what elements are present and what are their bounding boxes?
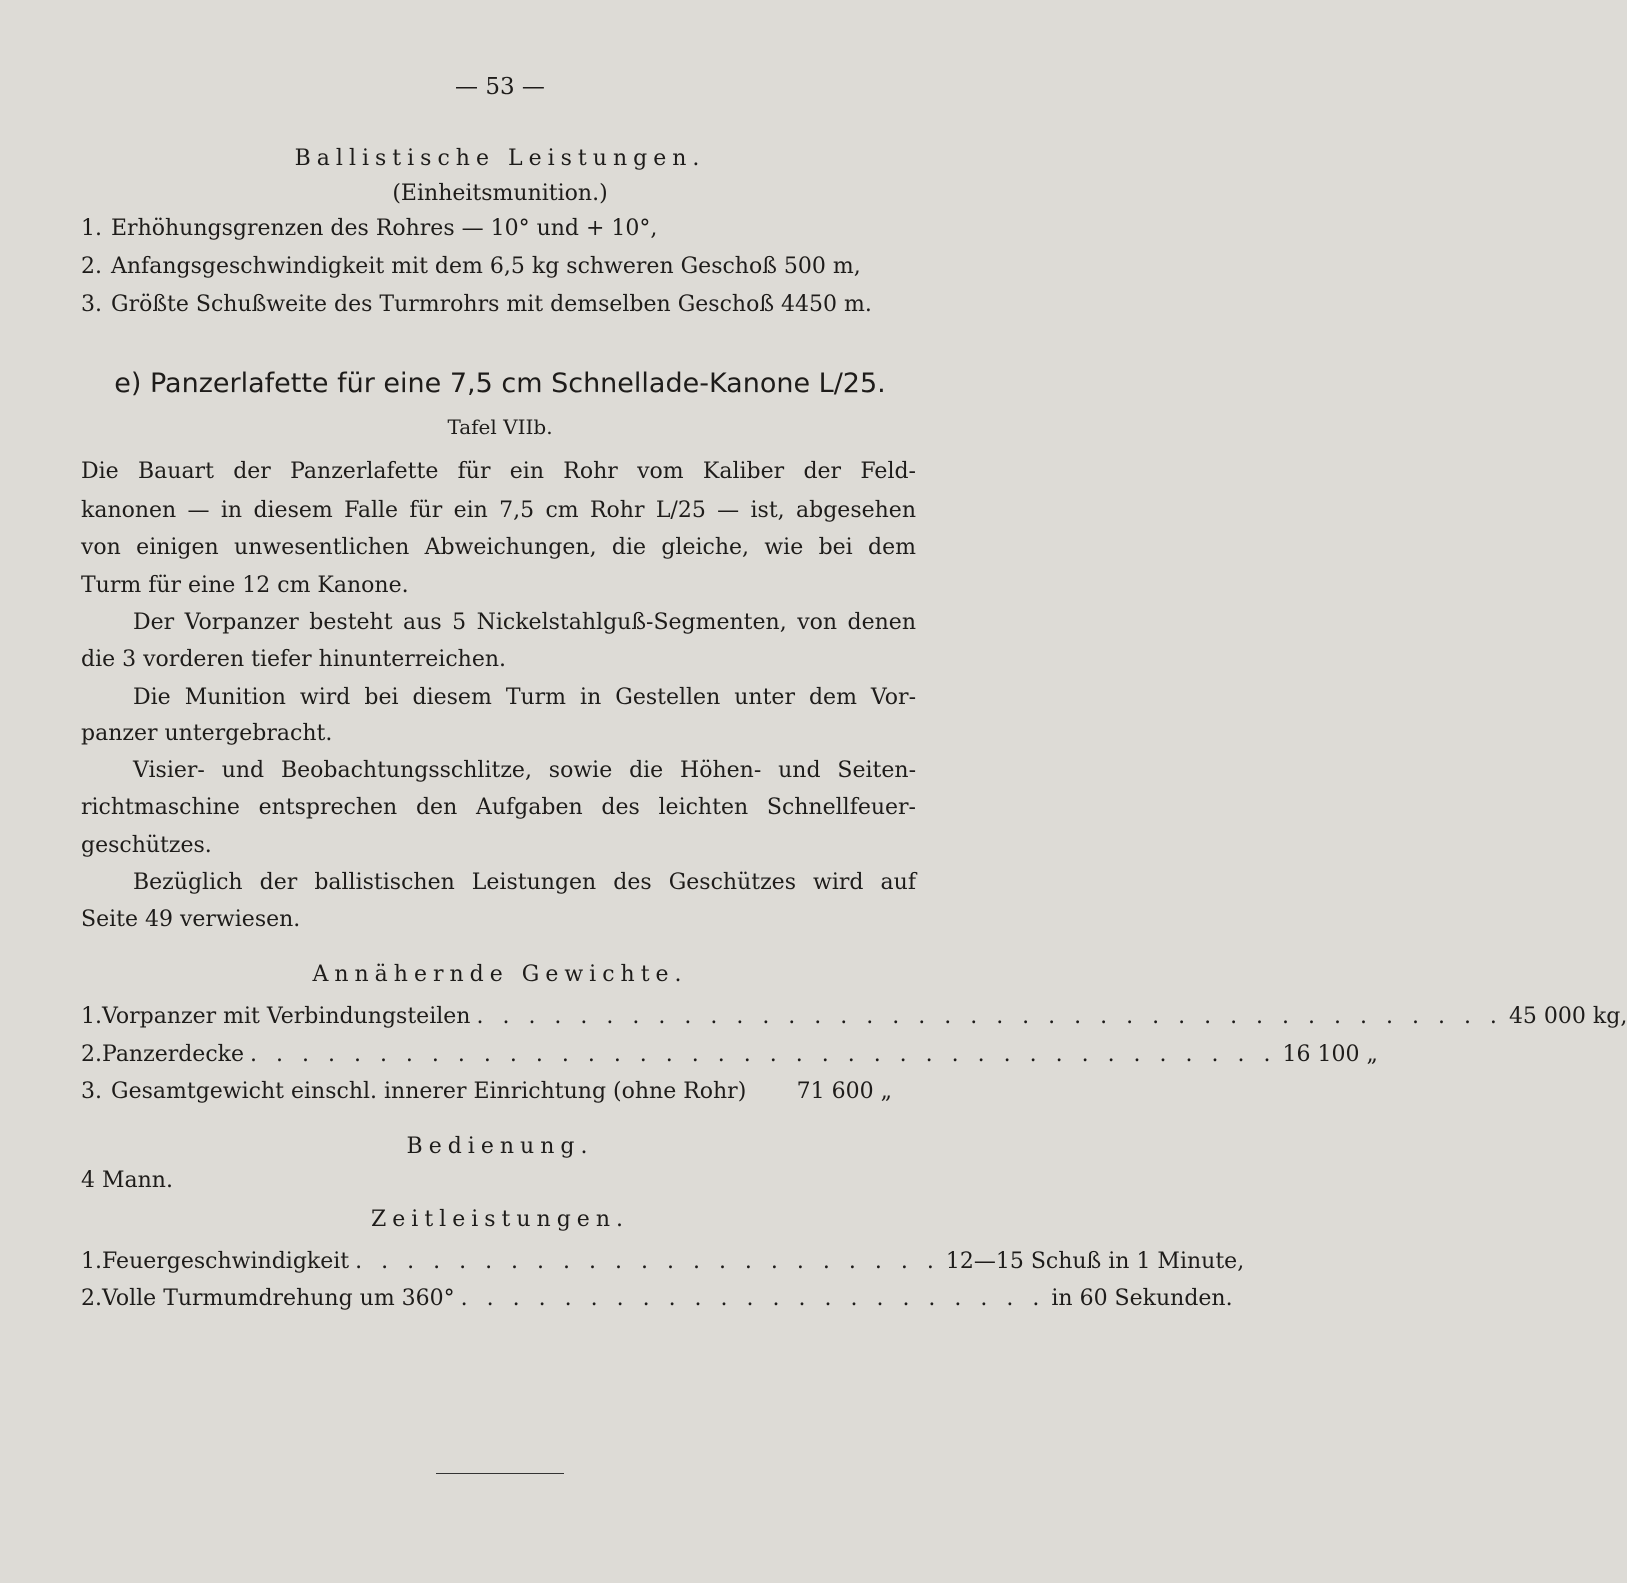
body-line: Die Bauart der Panzerlafette für ein Rohr vom Kaliber der Feld- bbox=[81, 459, 916, 484]
body-line: Die Munition wird bei diesem Turm in Gestellen unter dem Vor- bbox=[133, 685, 916, 710]
body-line: Seite 49 verwiesen. bbox=[81, 907, 301, 932]
weight-row bbox=[81, 1081, 916, 1103]
timing-label: Feuergeschwindigkeit bbox=[102, 1249, 350, 1274]
footer-rule bbox=[436, 1473, 564, 1474]
item-number: 3. bbox=[81, 292, 102, 317]
leader-dots: . . . . . . . . . . . . . . . . . . . . . . . . . . . . . . . . . . . . . . . . bbox=[476, 1004, 1503, 1029]
crew-heading: Bedienung. bbox=[406, 1134, 594, 1159]
weight-value: 45 000 kg, bbox=[1508, 1004, 1627, 1029]
item-number: 1. bbox=[81, 216, 102, 241]
weight-label: Gesamtgewicht einschl. innerer Einrichtung (ohne Rohr) bbox=[111, 1079, 747, 1104]
item-number: 2. bbox=[81, 1042, 102, 1067]
timing-label: Volle Turmumdrehung um 360° bbox=[102, 1286, 455, 1311]
item-text: Anfangsgeschwindigkeit mit dem 6,5 kg schweren Geschoß 500 m, bbox=[111, 254, 861, 279]
ballistic-subheading: (Einheitsmunition.) bbox=[392, 181, 608, 206]
ballistic-item bbox=[81, 218, 916, 240]
ballistic-item bbox=[81, 256, 916, 278]
body-line: kanonen — in diesem Falle für ein 7,5 cm Rohr L/25 — ist, abgesehen bbox=[81, 498, 916, 523]
weight-row bbox=[81, 1004, 1627, 1029]
item-text: Größte Schußweite des Turmrohrs mit demselben Geschoß 4450 m. bbox=[111, 292, 872, 317]
weight-label: Vorpanzer mit Verbindungsteilen bbox=[102, 1004, 471, 1029]
leader-dots: . . . . . . . . . . . . . . . . . . . . . . . bbox=[355, 1249, 940, 1274]
weights-heading: Annähernde Gewichte. bbox=[312, 962, 688, 987]
item-number: 1. bbox=[81, 1249, 102, 1274]
item-text: Erhöhungsgrenzen des Rohres — 10° und + 10°, bbox=[111, 216, 658, 241]
body-line: die 3 vorderen tiefer hinunterreichen. bbox=[81, 647, 507, 672]
weight-row bbox=[81, 1042, 1378, 1067]
weight-label: Panzerdecke bbox=[102, 1042, 245, 1067]
body-line: geschützes. bbox=[81, 833, 212, 858]
body-line: Der Vorpanzer besteht aus 5 Nickelstahlguß-Segmenten, von denen bbox=[133, 610, 916, 635]
timing-heading: Zeitleistungen. bbox=[370, 1207, 629, 1232]
body-line: Bezüglich der ballistischen Leistungen des Geschützes wird auf bbox=[133, 870, 916, 895]
leader-dots: . . . . . . . . . . . . . . . . . . . . . . . . . . . . . . . . . . . . . . . . bbox=[250, 1042, 1277, 1067]
item-number: 2. bbox=[81, 1286, 102, 1311]
section-e-heading: e) Panzerlafette für eine 7,5 cm Schnellade-Kanone L/25. bbox=[114, 368, 886, 399]
body-line: Visier- und Beobachtungsschlitze, sowie die Höhen- und Seiten- bbox=[133, 758, 916, 783]
item-number: 3. bbox=[81, 1079, 102, 1104]
item-number: 1. bbox=[81, 1004, 102, 1029]
crew-text: 4 Mann. bbox=[81, 1168, 173, 1193]
weight-value: 16 100 „ bbox=[1282, 1042, 1378, 1067]
ballistic-item bbox=[81, 294, 916, 316]
ballistic-heading: Ballistische Leistungen. bbox=[294, 146, 706, 171]
body-line: richtmaschine entsprechen den Aufgaben des leichten Schnellfeuer- bbox=[81, 795, 916, 820]
leader-dots: . . . . . . . . . . . . . . . . . . . . . . . bbox=[460, 1286, 1046, 1311]
body-line: panzer untergebracht. bbox=[81, 721, 333, 746]
body-line: Turm für eine 12 cm Kanone. bbox=[81, 573, 409, 598]
page-number: — 53 — bbox=[455, 74, 545, 100]
body-line: von einigen unwesentlichen Abweichungen, die gleiche, wie bei dem bbox=[81, 535, 916, 560]
timing-value: 12—15 Schuß in 1 Minute, bbox=[945, 1249, 1245, 1274]
timing-value: in 60 Sekunden. bbox=[1051, 1286, 1233, 1311]
timing-row bbox=[81, 1249, 1245, 1274]
timing-row bbox=[81, 1286, 1233, 1311]
item-number: 2. bbox=[81, 254, 102, 279]
plate-reference: Tafel VIIb. bbox=[447, 415, 553, 439]
weight-value: 71 600 „ bbox=[796, 1079, 892, 1104]
